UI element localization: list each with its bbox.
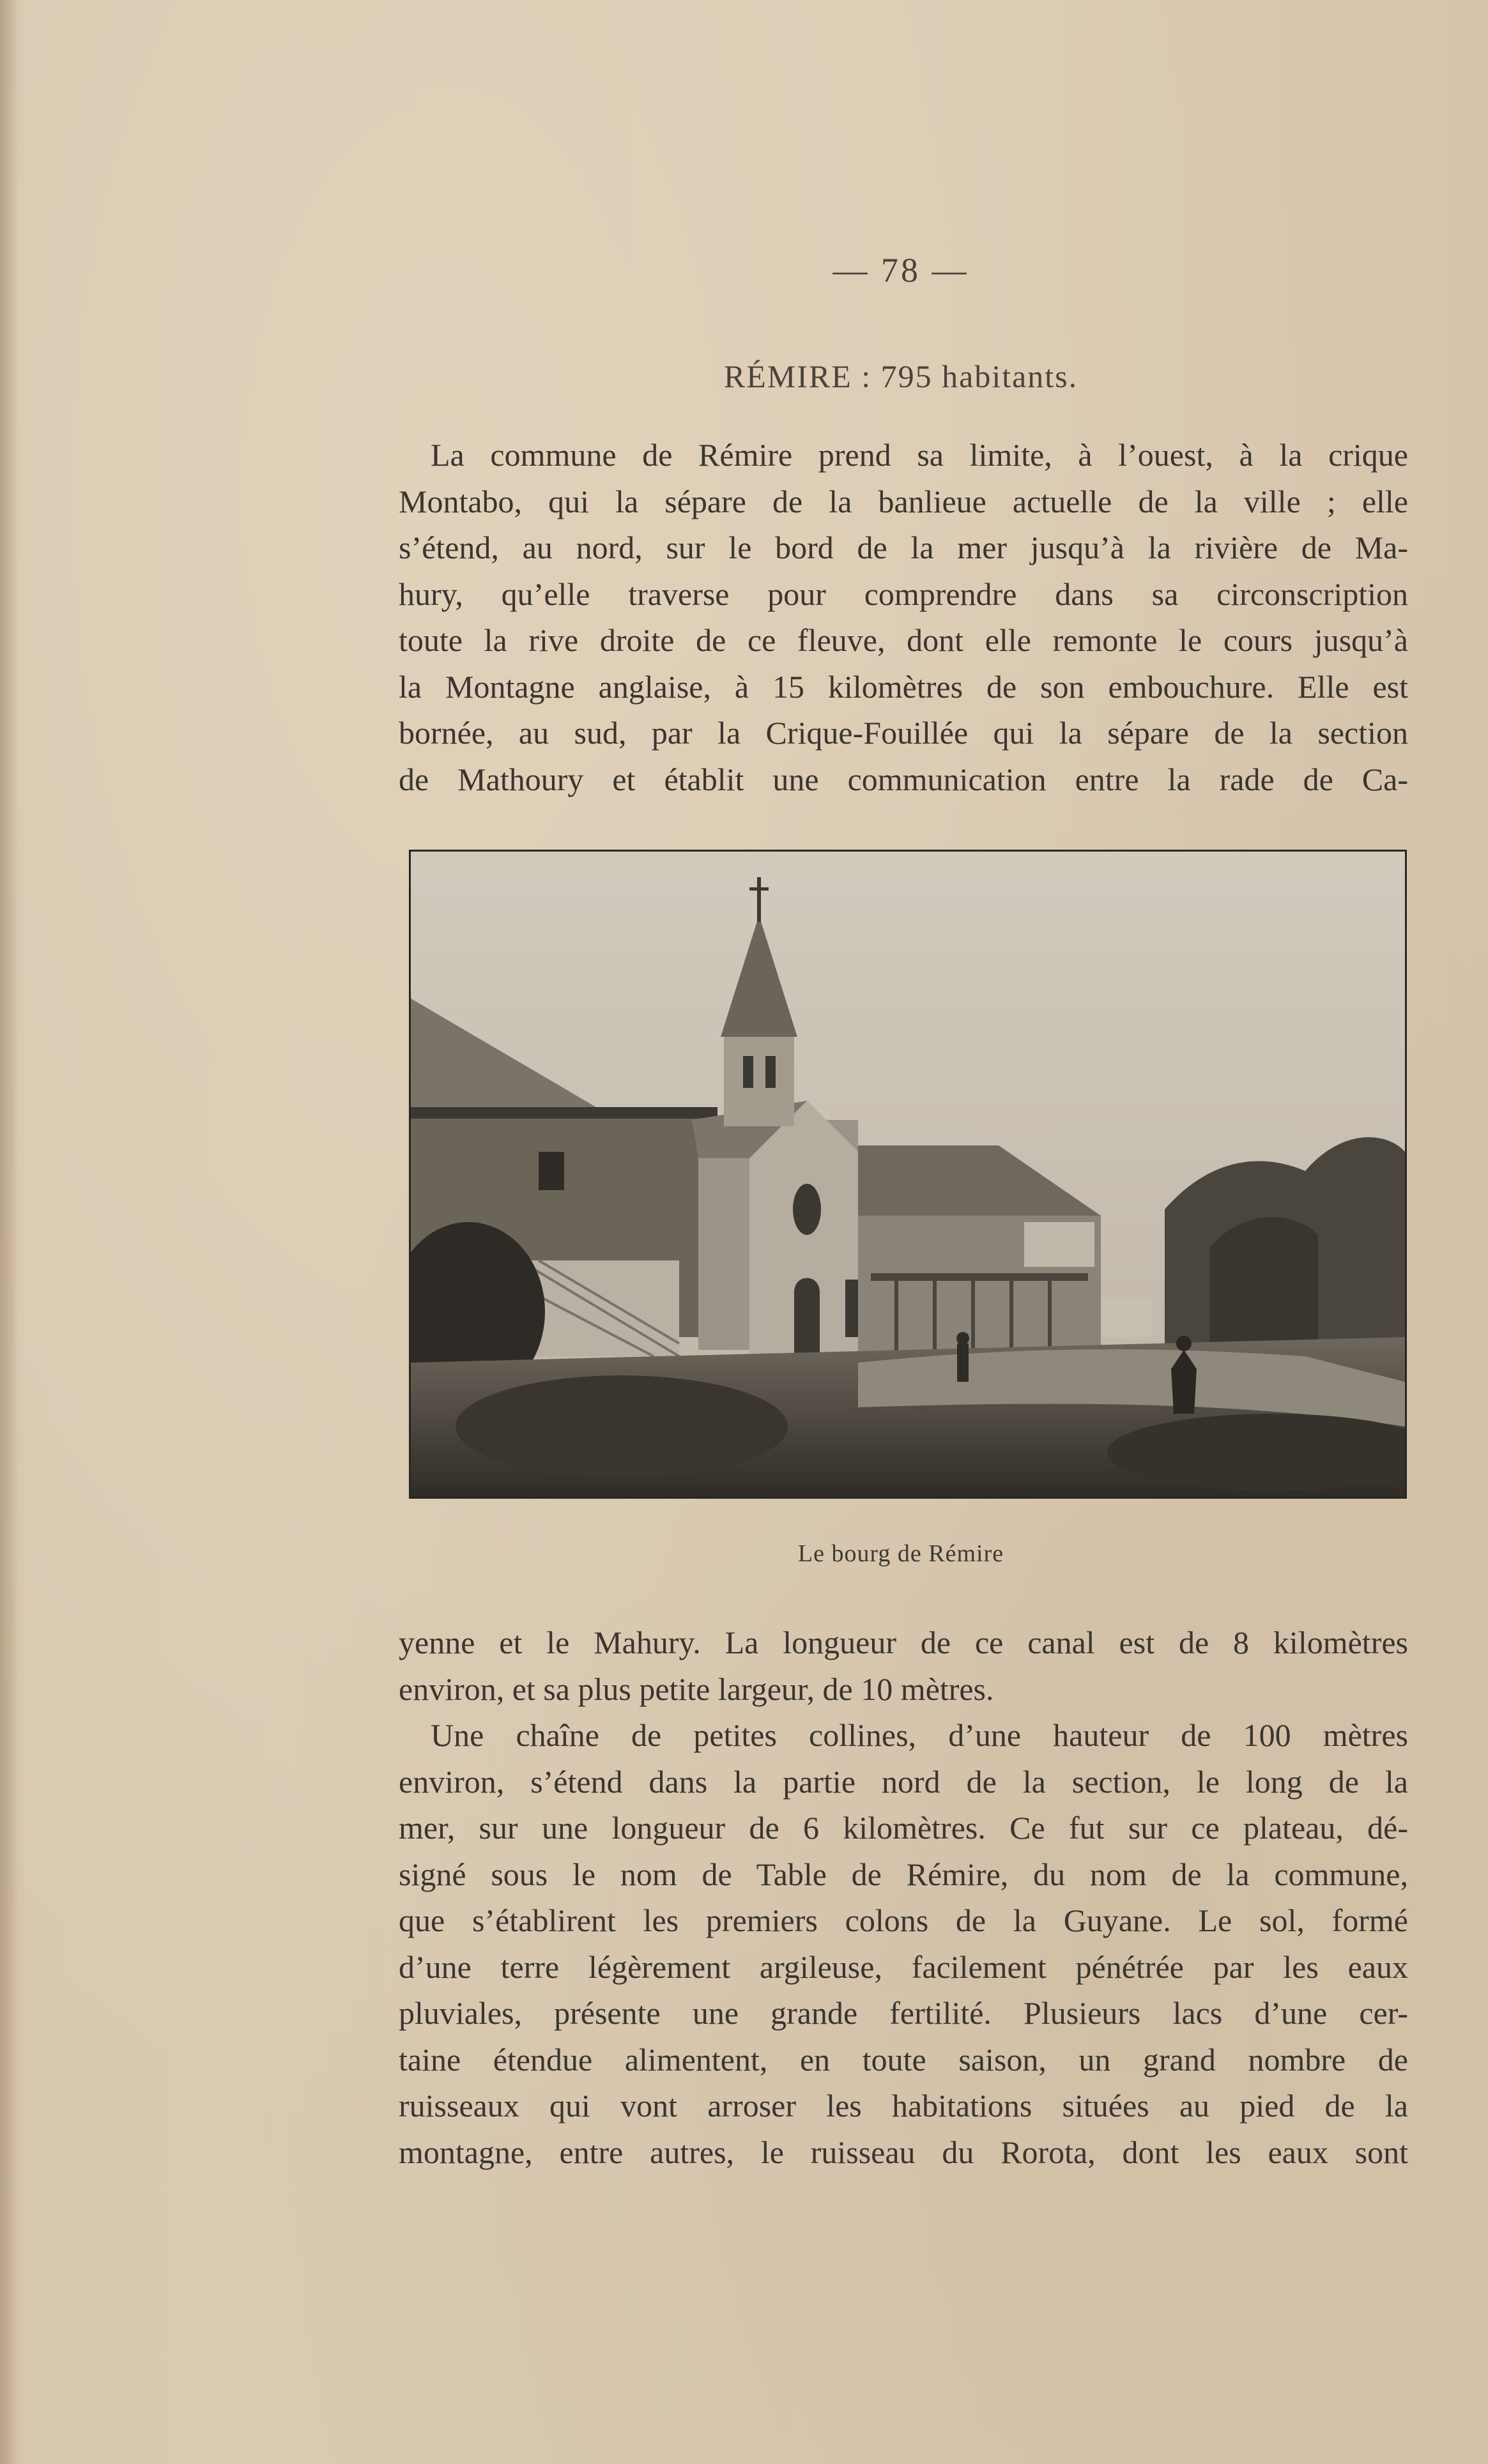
text-line: d’une terre légèrement argileuse, facilement pénétrée par les eaux [399,1948,1408,1985]
photo-bourg-de-remire [409,850,1407,1499]
text-line: taine étendue alimentent, en toute saison, un grand nombre de [399,2041,1408,2078]
text-line: ruisseaux qui vont arroser les habitations situées au pied de la [399,2088,1408,2123]
text-line: toute la rive droite de ce fleuve, dont elle remonte le cours jusqu’à [399,622,1408,658]
paragraph-canal-and-hills [399,1619,1408,2175]
section-title: RÉMIRE : 795 habitants. [723,358,1078,394]
text-line: s’étend, au nord, sur le bord de la mer jusqu’à la rivière de Ma- [399,530,1408,565]
text-line: mer, sur une longueur de 6 kilomètres. Ce fut sur ce plateau, dé- [399,1810,1408,1846]
photo-caption: Le bourg de Rémire [797,1540,1004,1567]
text-line: Montabo, qui la sépare de la banlieue actuelle de la ville ; elle [399,483,1408,519]
text-line: la Montagne anglaise, à 15 kilomètres de son embouchure. Elle est [399,668,1408,705]
page-number: — 78 — [832,251,969,289]
text-line: yenne et le Mahury. La longueur de ce canal est de 8 kilomètres [399,1625,1408,1660]
text-line: hury, qu’elle traverse pour comprendre dans sa circonscription [399,576,1408,612]
text-line: signé sous le nom de Table de Rémire, du nom de la commune, [399,1856,1408,1892]
text-line: que s’établirent les premiers colons de la Guyane. Le sol, formé [399,1902,1408,1938]
paragraph-commune-limits [399,432,1408,802]
text-line: environ, s’étend dans la partie nord de la section, le long de la [399,1763,1408,1800]
text-line: environ, et sa plus petite largeur, de 10 mètres. [399,1671,994,1707]
church-village-illustration [411,852,1405,1497]
text-line: de Mathoury et établit une communication entre la rade de Ca- [399,761,1408,797]
text-line: bornée, au sud, par la Crique-Fouillée qui la sépare de la section [399,715,1408,751]
text-line: montagne, entre autres, le ruisseau du Rorota, dont les eaux sont [399,2134,1408,2170]
text-line: La commune de Rémire prend sa limite, à l’ouest, à la crique [431,437,1408,473]
text-line: pluviales, présente une grande fertilité. Plusieurs lacs d’une cer- [399,1995,1408,2031]
text-line: Une chaîne de petites collines, d’une hauteur de 100 mètres [431,1717,1408,1753]
